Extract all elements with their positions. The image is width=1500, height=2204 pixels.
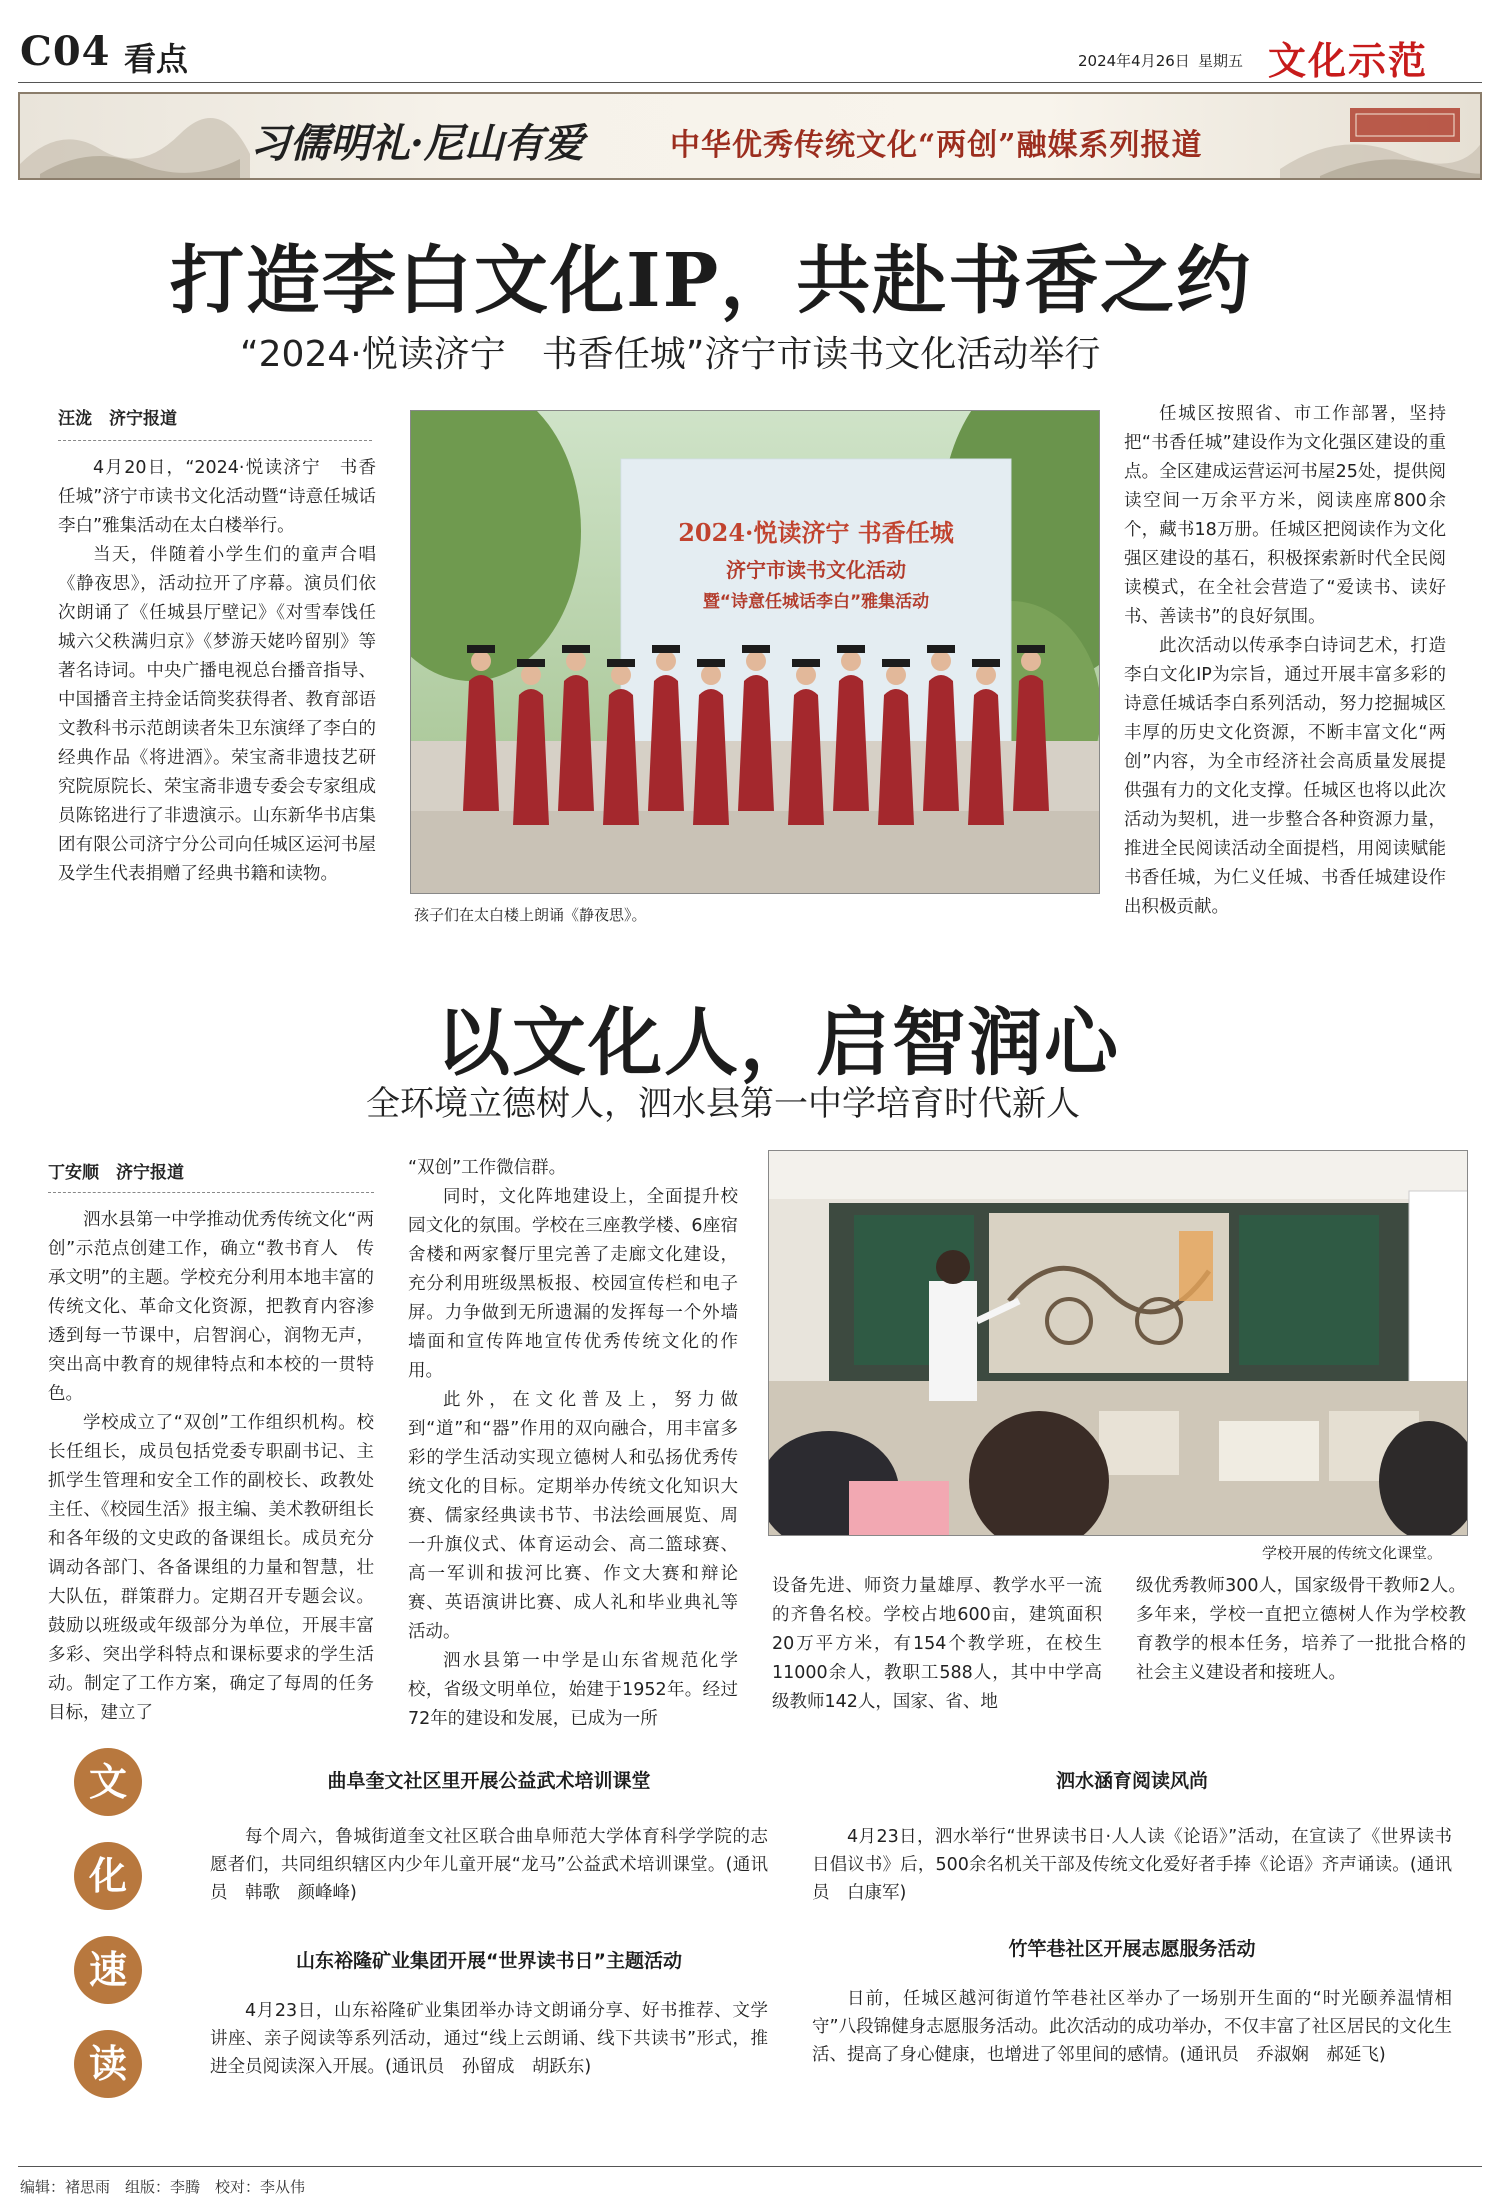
performer-head [521,665,541,685]
quick-read-title: 山东裕隆矿业集团开展“世界读书日”主题活动 [296,1950,682,1972]
story2-column-2 [408,1154,738,1734]
story1-photo [410,410,1100,894]
performer-hat [1017,645,1045,653]
performer-hat [517,659,545,667]
performer-figure [513,689,549,825]
story1-caption: 孩子们在太白楼上朗诵《静夜思》。 [414,906,647,924]
story1-paragraph: 4月20日，“2024·悦读济宁 书香任城”济宁市读书文化活动暨“诗意任城话李白”雅集活动在太白楼举行。 [58,458,376,536]
performer-head [931,651,951,671]
quick-read-char: 化 [74,1842,142,1910]
performer-figure [968,689,1004,825]
story1-headline: 打造李白文化IP，共赴书香之约 [170,238,1253,324]
performer-figure [558,675,594,811]
quick-read-title: 曲阜奎文社区里开展公益武术培训课堂 [327,1770,651,1792]
performer-hat [927,645,955,653]
performer-hat [652,645,680,653]
quick-read-item [812,1766,1452,1907]
story2-column-1 [48,1206,374,1728]
story1-column-3 [1124,400,1446,922]
performer-figure [788,689,824,825]
quick-read-char: 读 [74,2030,142,2098]
quick-read-char: 速 [74,1936,142,2004]
story1-column-1 [58,454,376,889]
story2-continued-line: “双创”工作微信群。 [408,1158,567,1178]
quick-read-label [74,1748,142,2098]
classroom-photo [769,1151,1468,1536]
story1-subhead: “2024·悦读济宁 书香任城”济宁市读书文化活动举行 [240,334,1101,375]
performer-head [976,665,996,685]
performer-figure [463,675,499,811]
performer-hat [972,659,1000,667]
quick-read-item [210,1946,768,2081]
quick-read-title: 泗水涵育阅读风尚 [1055,1770,1208,1792]
banner-series-title: 中华优秀传统文化“两创”融媒系列报道 [670,128,1203,163]
quick-read-char: 文 [74,1748,142,1816]
banner-slogan: 习儒明礼·尼山有爱 [250,120,584,167]
story2-paragraph: 设备先进、师资力量雄厚、教学水平一流的齐鲁名校。学校占地600亩，建筑面积20万平方米，有154个教学班，在校生11000余人，教职工588人，其中中学高级教师142人，国家、省、地 [772,1576,1102,1712]
series-banner [18,92,1482,180]
performer-figure [738,675,774,811]
performer-figure [923,675,959,811]
story2-paragraph: 学校成立了“双创”工作组织机构。校长任组长，成员包括党委专职副书记、主抓学生管理和安全工作的副校长、政教处主任、《校园生活》报主编、美术教研组长和各年级的文史政的备课组长。成员充分调动各部门、各备课组的力量和智慧，壮大队伍，群策群力。定期召开专题会议。鼓励以班级或年级部分为单位，开展丰富多彩、突出学科特点和课标要求的学生活动。制定了工作方案，确定了每周的任务目标，建立了 [48,1413,374,1723]
performer-figure [648,675,684,811]
performer-hat [562,645,590,653]
story2-byline-rule [48,1192,374,1193]
performer-figure [1013,675,1049,811]
photo-sign-line-2: 济宁市读书文化活动 [726,558,906,582]
quick-read-item [812,1934,1452,2069]
story1-byline-rule [58,440,372,441]
issue-date: 2024年4月26日 [1078,52,1190,70]
performer-head [656,651,676,671]
performer-head [841,651,861,671]
performer-hat [607,659,635,667]
performer-hat [837,645,865,653]
quick-read-text: 4月23日，泗水举行“世界读书日·人人读《论语》”活动，在宣读了《世界读书日倡议书》后，500余名机关干部及传统文化爱好者手捧《论语》齐声诵读。(通讯员 白康军) [812,1827,1452,1903]
masthead-logo: 文化示范 [1268,38,1429,83]
performer-head [796,665,816,685]
performer-figure [603,689,639,825]
story2-column-4 [1136,1572,1466,1688]
performer-figure [878,689,914,825]
footer-rule [18,2166,1482,2167]
story2-byline: 丁安顺 济宁报道 [48,1163,184,1183]
performer-figure [693,689,729,825]
performer-figure [833,675,869,811]
photo-sign-line-3: 暨“诗意任城话李白”雅集活动 [702,592,930,612]
performer-head [566,651,586,671]
story2-caption: 学校开展的传统文化课堂。 [1262,1544,1443,1562]
quick-read-text: 日前，任城区越河街道竹竿巷社区举办了一场别开生面的“时光颐养温情相守”八段锦健身志愿服务活动。此次活动的成功举办，不仅丰富了社区居民的文化生活、提高了身心健康，也增进了邻里间的感情。(通讯员 乔淑娴 郝延飞) [812,1989,1452,2065]
performer-hat [792,659,820,667]
performer-hat [697,659,725,667]
story2-paragraph: 此外，在文化普及上，努力做到“道”和“器”作用的双向融合，用丰富多彩的学生活动实现立德树人和弘扬优秀传统文化的目标。定期举办传统文化知识大赛、儒家经典读书节、书法绘画展览、周一升旗仪式、体育运动会、高二篮球赛、高一军训和拔河比赛、作文大赛和辩论赛、英语演讲比赛、成人礼和毕业典礼等活动。 [408,1390,738,1642]
story2-subhead: 全环境立德树人，泗水县第一中学培育时代新人 [366,1084,1080,1124]
performer-hat [742,645,770,653]
performer-hat [467,645,495,653]
performer-head [611,665,631,685]
section-name: 看点 [124,40,189,78]
story2-paragraph: 级优秀教师300人，国家级骨干教师2人。多年来，学校一直把立德树人作为学校教育教学的根本任务，培养了一批批合格的社会主义建设者和接班人。 [1136,1576,1466,1683]
performer-head [746,651,766,671]
quick-read-text: 4月23日，山东裕隆矿业集团举办诗文朗诵分享、好书推荐、文学讲座、亲子阅读等系列活动，通过“线上云朗诵、线下共读书”形式，推进全员阅读深入开展。(通讯员 孙留成 胡跃东) [210,2001,768,2077]
performer-head [1021,651,1041,671]
story1-byline: 汪泷 济宁报道 [58,409,177,429]
performer-head [886,665,906,685]
performer-hat [882,659,910,667]
quick-read-title: 竹竿巷社区开展志愿服务活动 [1008,1938,1256,1960]
footer-credits: 编辑：褚思雨 组版：李腾 校对：李从伟 [20,2178,306,2196]
story2-paragraph: 泗水县第一中学推动优秀传统文化“两创”示范点创建工作，确立“教书育人 传承文明”的主题。学校充分利用本地丰富的传统文化、革命文化资源，把教育内容渗透到每一节课中，启智润心，润物无声，突出高中教育的规律特点和本校的一贯特色。 [48,1210,374,1404]
story2-column-3 [772,1572,1102,1717]
story1-paragraph: 任城区按照省、市工作部署，坚持把“书香任城”建设作为文化强区建设的重点。全区建成运营运河书屋25处，提供阅读空间一万余平方米，阅读座席800余个，藏书18万册。任城区把阅读作为文化强区建设的基石，积极探索新时代全民阅读模式，在全社会营造了“爱读书、读好书、善读书”的良好氛围。 [1124,404,1446,627]
performer-head [471,651,491,671]
section-code: C04 [20,28,111,75]
story2-photo [768,1150,1468,1536]
photo-sign-line-1: 2024·悦读济宁 书香任城 [678,518,954,547]
story2-headline: 以文化人，启智润心 [436,1000,1120,1086]
quick-read-text: 每个周六，鲁城街道奎文社区联合曲阜师范大学体育科学学院的志愿者们，共同组织辖区内少年儿童开展“龙马”公益武术培训课堂。(通讯员 韩歌 颜峰峰) [210,1827,768,1903]
story2-paragraph: 同时，文化阵地建设上，全面提升校园文化的氛围。学校在三座教学楼、6座宿舍楼和两家餐厅里完善了走廊文化建设，充分利用班级黑板报、校园宣传栏和电子屏。力争做到无所遗漏的发挥每一个外墙墙面和宣传阵地宣传优秀传统文化的作用。 [408,1187,738,1381]
header-rule [18,82,1482,83]
issue-weekday: 星期五 [1198,52,1244,70]
story1-paragraph: 此次活动以传承李白诗词艺术，打造李白文化IP为宗旨，通过开展丰富多彩的诗意任城话李白系列活动，努力挖掘城区丰厚的历史文化资源，不断丰富文化“两创”内容，为全市经济社会高质量发展提供强有力的文化支撑。任城区也将以此次活动为契机，进一步整合各种资源力量，推进全民阅读活动全面提档，用阅读赋能书香任城，为仁义任城、书香任城建设作出积极贡献。 [1124,636,1446,917]
quick-read-item [210,1766,768,1907]
story2-paragraph: 泗水县第一中学是山东省规范化学校，省级文明单位，始建于1952年。经过72年的建设和发展，已成为一所 [408,1651,738,1729]
performer-head [701,665,721,685]
story1-paragraph: 当天，伴随着小学生们的童声合唱《静夜思》，活动拉开了序幕。演员们依次朗诵了《任城县厅壁记》《对雪奉饯任城六父秩满归京》《梦游天姥吟留别》等著名诗词。中央广播电视总台播音指导、中国播音主持金话筒奖获得者、教育部语文教科书示范朗读者朱卫东演绎了李白的经典作品《将进酒》。荣宝斋非遗技艺研究院原院长、荣宝斋非遗专委会专家组成员陈铭进行了非遗演示。山东新华书店集团有限公司济宁分公司向任城区运河书屋及学生代表捐赠了经典书籍和读物。 [58,545,376,884]
reading-performance-photo [411,411,1100,894]
